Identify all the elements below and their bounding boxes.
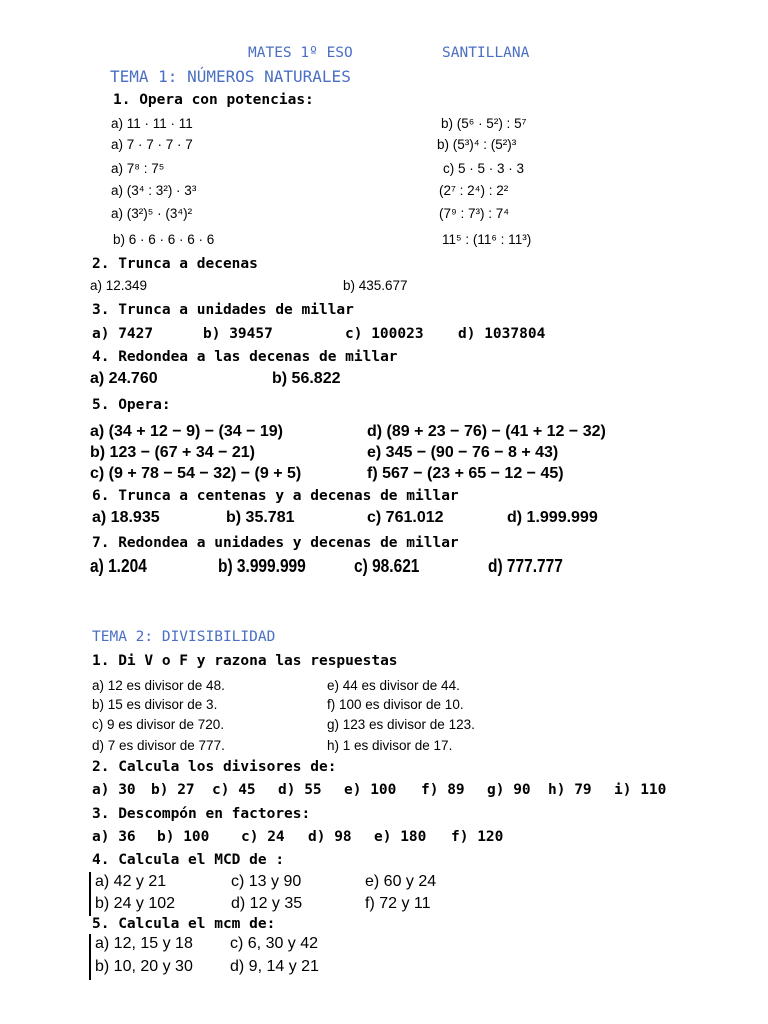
t2-q5-item: d) 9, 14 y 21 bbox=[230, 958, 319, 975]
t2-q2-item: b) 27 bbox=[151, 782, 195, 798]
t2-q4-item: a) 42 y 21 bbox=[95, 873, 167, 890]
tema2-title: TEMA 2: DIVISIBILIDAD bbox=[92, 629, 276, 645]
t1-q3-item: b) 39457 bbox=[203, 326, 273, 342]
doc-header-publisher: SANTILLANA bbox=[442, 45, 530, 61]
t2-q1-item-right: f) 100 es divisor de 10. bbox=[327, 697, 464, 712]
t1-q2-item: b) 435.677 bbox=[343, 278, 408, 293]
t1-q1-item-right: 11⁵ : (11⁶ : 11³) bbox=[442, 232, 532, 247]
t1-q7-item: d) 777.777 bbox=[488, 556, 563, 576]
t1-q1-item-right: (2⁷ : 2⁴) : 2² bbox=[439, 183, 509, 198]
t1-q3-item: a) 7427 bbox=[92, 326, 154, 342]
t1-q6-item: d) 1.999.999 bbox=[507, 509, 598, 526]
t1-q1-item-left: a) (3²)⁵ · (3⁴)² bbox=[111, 206, 193, 221]
t2-q2-item: h) 79 bbox=[548, 782, 592, 798]
t1-q1-item-left: a) 11 · 11 · 11 bbox=[111, 116, 193, 131]
t1-q4-item: b) 56.822 bbox=[272, 370, 341, 387]
t1-q6-item: b) 35.781 bbox=[226, 509, 295, 526]
t2-q1-item-left: a) 12 es divisor de 48. bbox=[92, 678, 225, 693]
t1-q1-item-right: c) 5 · 5 · 3 · 3 bbox=[443, 161, 525, 176]
t2-q5-item: a) 12, 15 y 18 bbox=[95, 935, 193, 952]
t2-q3-item: f) 120 bbox=[451, 829, 504, 845]
t1-q1-item-left: a) 7 · 7 · 7 · 7 bbox=[111, 137, 193, 152]
t1-q3-item: c) 100023 bbox=[345, 326, 424, 342]
t1-q1-item-left: a) 7⁸ : 7⁵ bbox=[111, 161, 165, 176]
t2-q4-item: c) 13 y 90 bbox=[231, 873, 302, 890]
t1-q2-title: 2. Trunca a decenas bbox=[92, 256, 258, 272]
t1-q6-item: c) 761.012 bbox=[367, 509, 444, 526]
t1-q1-item-left: b) 6 · 6 · 6 · 6 · 6 bbox=[113, 232, 215, 247]
mcd-box-left-border bbox=[89, 872, 91, 916]
t1-q6-title: 6. Trunca a centenas y a decenas de millar bbox=[92, 488, 459, 504]
t2-q1-item-right: h) 1 es divisor de 17. bbox=[327, 738, 453, 753]
t2-q3-item: b) 100 bbox=[157, 829, 210, 845]
t2-q5-title: 5. Calcula el mcm de: bbox=[92, 916, 276, 932]
t1-q4-item: a) 24.760 bbox=[90, 370, 158, 387]
t2-q4-item: e) 60 y 24 bbox=[365, 873, 437, 890]
t1-q7-item: c) 98.621 bbox=[354, 556, 420, 576]
t2-q1-item-left: b) 15 es divisor de 3. bbox=[92, 697, 218, 712]
t1-q7-title: 7. Redondea a unidades y decenas de millar bbox=[92, 535, 459, 551]
t1-q4-title: 4. Redondea a las decenas de millar bbox=[92, 349, 398, 365]
t1-q1-item-left: a) (3⁴ : 3²) · 3³ bbox=[111, 183, 197, 198]
t2-q3-item: a) 36 bbox=[92, 829, 136, 845]
t1-q7-item: b) 3.999.999 bbox=[218, 556, 306, 576]
t1-q5-title: 5. Opera: bbox=[92, 397, 171, 413]
t1-q1-item-right: b) (5⁶ · 5²) : 5⁷ bbox=[441, 116, 527, 131]
t2-q5-item: b) 10, 20 y 30 bbox=[95, 958, 193, 975]
t2-q1-title: 1. Di V o F y razona las respuestas bbox=[92, 653, 398, 669]
t1-q5-item-right: d) (89 + 23 − 76) − (41 + 12 − 32) bbox=[367, 423, 606, 440]
t2-q2-item: e) 100 bbox=[344, 782, 397, 798]
t2-q4-item: b) 24 y 102 bbox=[95, 895, 176, 912]
t2-q3-item: d) 98 bbox=[308, 829, 352, 845]
t1-q1-title: 1. Opera con potencias: bbox=[113, 92, 314, 108]
t2-q4-item: d) 12 y 35 bbox=[231, 895, 303, 912]
t2-q5-item: c) 6, 30 y 42 bbox=[230, 935, 319, 952]
t1-q6-item: a) 18.935 bbox=[92, 509, 160, 526]
t2-q2-title: 2. Calcula los divisores de: bbox=[92, 759, 337, 775]
t2-q4-item: f) 72 y 11 bbox=[365, 895, 431, 912]
t2-q2-item: c) 45 bbox=[212, 782, 256, 798]
t2-q2-item: d) 55 bbox=[278, 782, 322, 798]
t2-q1-item-right: e) 44 es divisor de 44. bbox=[327, 678, 460, 693]
t2-q2-item: a) 30 bbox=[92, 782, 136, 798]
t1-q5-item-right: e) 345 − (90 − 76 − 8 + 43) bbox=[367, 444, 559, 461]
t2-q1-item-right: g) 123 es divisor de 123. bbox=[327, 717, 475, 732]
t2-q3-item: c) 24 bbox=[241, 829, 285, 845]
tema1-title: TEMA 1: NÚMEROS NATURALES bbox=[110, 67, 351, 86]
t1-q3-item: d) 1037804 bbox=[458, 326, 546, 342]
t2-q4-title: 4. Calcula el MCD de : bbox=[92, 852, 285, 868]
t2-q1-item-left: c) 9 es divisor de 720. bbox=[92, 717, 225, 732]
doc-header-subject: MATES 1º ESO bbox=[248, 45, 353, 61]
t1-q5-item-left: b) 123 − (67 + 34 − 21) bbox=[90, 444, 255, 461]
t1-q2-item: a) 12.349 bbox=[90, 278, 148, 293]
t1-q3-title: 3. Trunca a unidades de millar bbox=[92, 302, 354, 318]
t2-q2-item: g) 90 bbox=[487, 782, 531, 798]
t2-q3-item: e) 180 bbox=[374, 829, 427, 845]
t1-q7-item: a) 1.204 bbox=[90, 556, 147, 576]
mcm-box-left-border bbox=[89, 934, 91, 980]
t1-q5-item-left: c) (9 + 78 − 54 − 32) − (9 + 5) bbox=[90, 465, 302, 482]
t2-q2-item: f) 89 bbox=[421, 782, 465, 798]
t2-q3-title: 3. Descompón en factores: bbox=[92, 806, 311, 822]
t1-q5-item-right: f) 567 − (23 + 65 − 12 − 45) bbox=[367, 465, 564, 482]
t1-q1-item-right: b) (5³)⁴ : (5²)³ bbox=[437, 137, 517, 152]
t2-q2-item: i) 110 bbox=[614, 782, 667, 798]
t1-q5-item-left: a) (34 + 12 − 9) − (34 − 19) bbox=[90, 423, 284, 440]
t1-q1-item-right: (7⁹ : 7³) : 7⁴ bbox=[439, 206, 510, 221]
t2-q1-item-left: d) 7 es divisor de 777. bbox=[92, 738, 225, 753]
